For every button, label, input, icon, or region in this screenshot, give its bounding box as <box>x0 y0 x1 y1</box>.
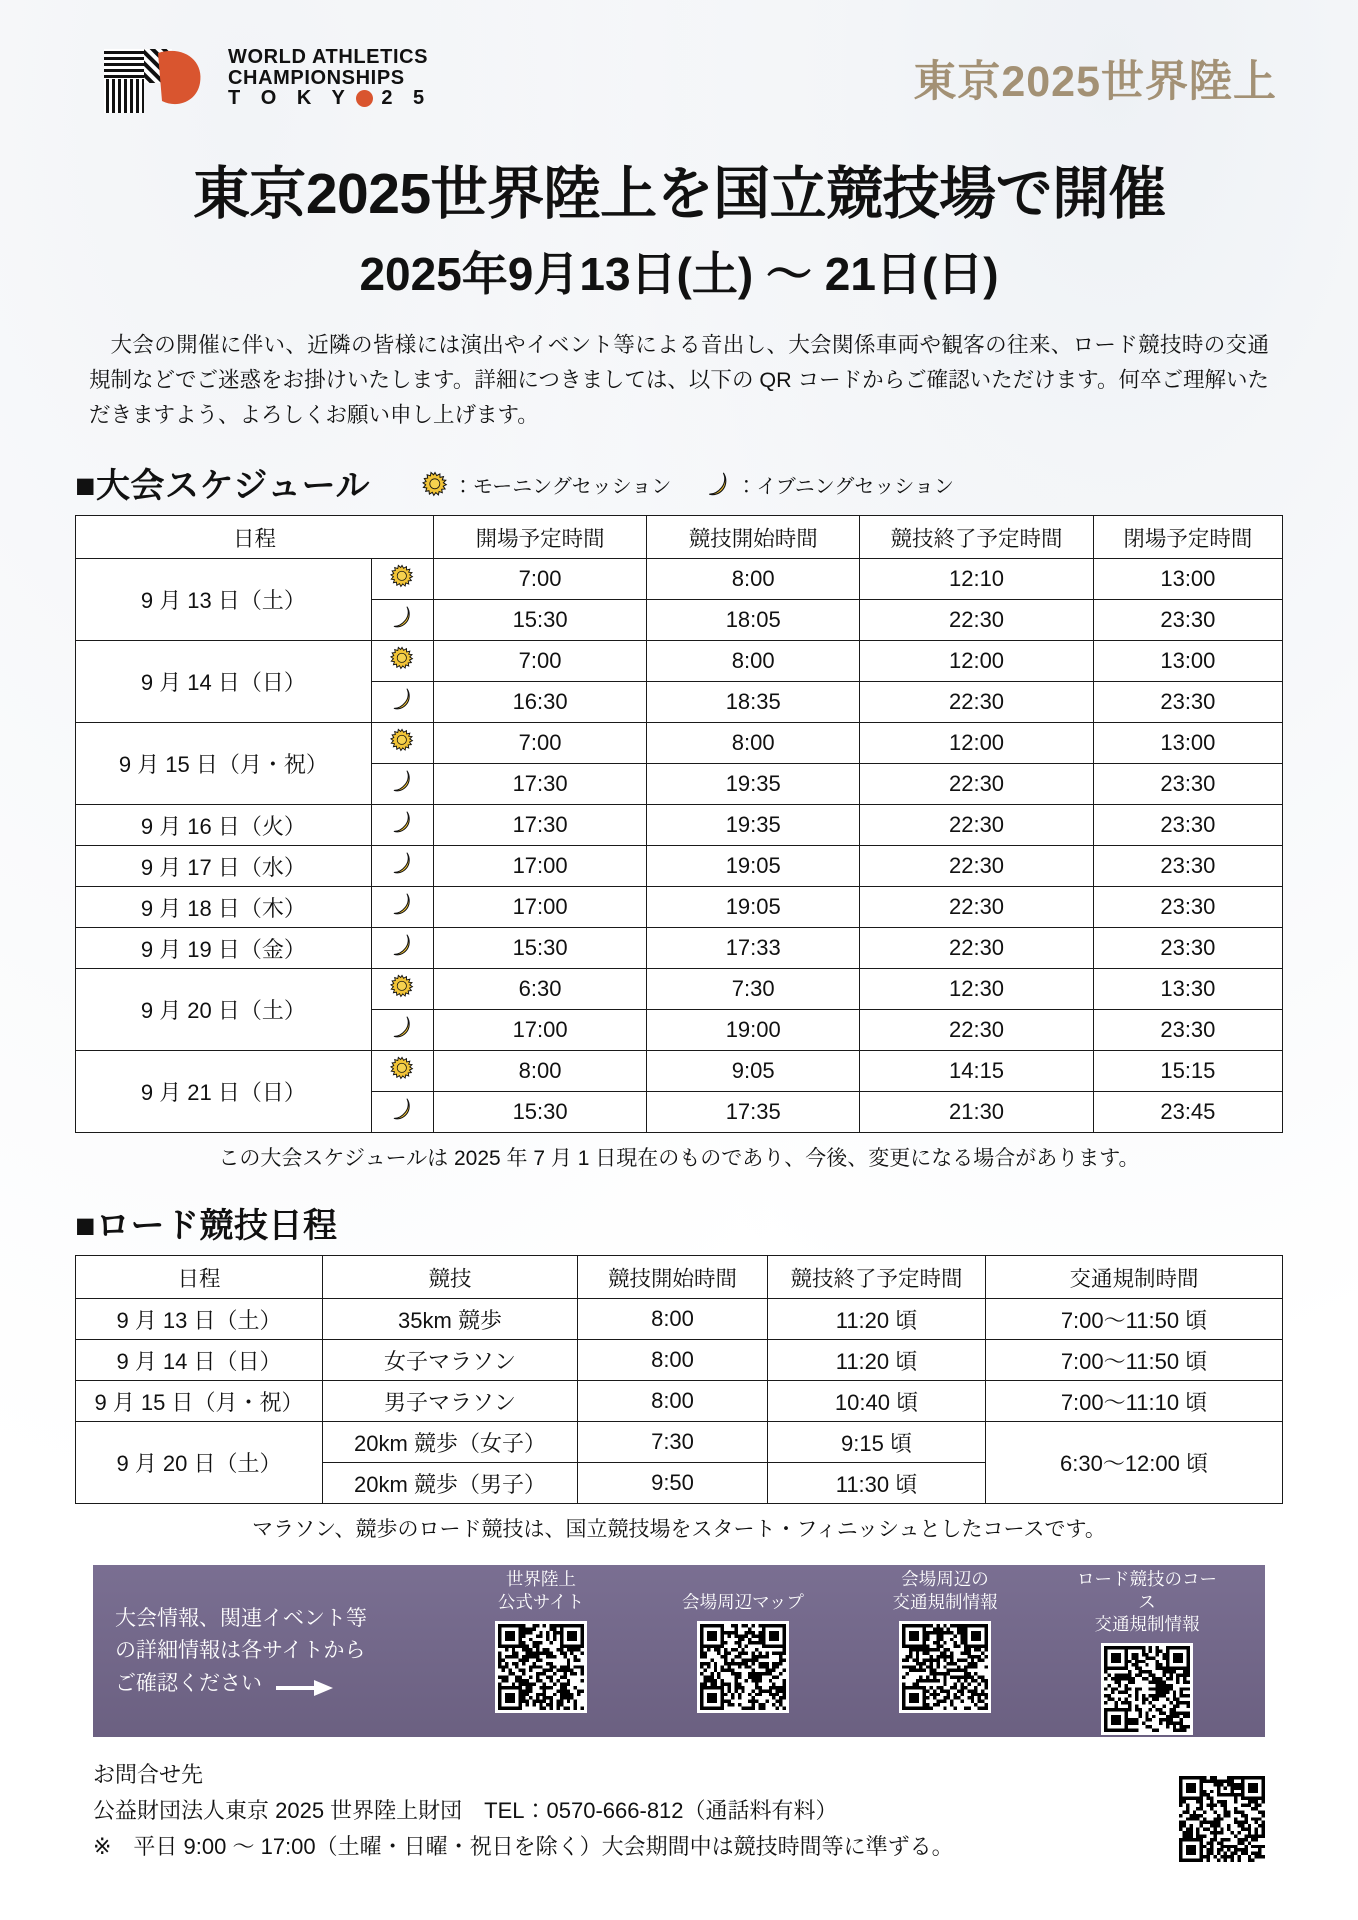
schedule-end-time: 22:30 <box>860 764 1093 805</box>
schedule-row <box>76 723 1283 764</box>
schedule-open-time: 15:30 <box>434 928 647 969</box>
schedule-close-time: 13:00 <box>1093 559 1282 600</box>
schedule-end-time: 12:30 <box>860 969 1093 1010</box>
schedule-row <box>76 846 1283 887</box>
logo-line-tokyo25 <box>228 88 432 109</box>
schedule-section-title: ■大会スケジュール <box>75 467 370 506</box>
schedule-close-time: 13:00 <box>1093 723 1282 764</box>
moon-icon <box>371 887 433 928</box>
schedule-date-cell: 9 月 20 日（土） <box>76 969 372 1051</box>
moon-icon <box>371 1092 433 1133</box>
legend-morning <box>422 470 671 499</box>
qr-info-panel <box>93 1565 1265 1737</box>
schedule-end-time: 22:30 <box>860 682 1093 723</box>
schedule-section-head <box>75 458 1283 507</box>
footer-contact <box>93 1757 954 1864</box>
sun-icon <box>371 641 433 682</box>
moon-icon <box>705 471 731 497</box>
road-date-cell: 9 月 20 日（土） <box>76 1422 323 1504</box>
logo-25-text: 2 5 <box>381 87 432 110</box>
road-start-time: 9:50 <box>578 1463 768 1504</box>
road-note: マラソン、競歩のロード競技は、国立競技場をスタート・フィニッシュとしたコースです。 <box>252 1518 1106 1542</box>
schedule-end-time: 22:30 <box>860 805 1093 846</box>
road-end-time: 11:20 頃 <box>768 1299 986 1340</box>
qr-link-caption <box>466 1568 616 1614</box>
schedule-start-time: 8:00 <box>647 723 860 764</box>
schedule-end-time: 12:10 <box>860 559 1093 600</box>
qr-caption-line2: 交通規制情報 <box>892 1592 998 1613</box>
schedule-close-time: 15:15 <box>1093 1051 1282 1092</box>
schedule-close-time: 23:30 <box>1093 887 1282 928</box>
qr-code-icon[interactable] <box>899 1621 991 1713</box>
schedule-open-time: 17:30 <box>434 764 647 805</box>
footer-line-1: お問合せ先 <box>93 1762 204 1788</box>
logo-line-championships: CHAMPIONSHIPS <box>228 66 405 89</box>
road-end-time: 11:30 頃 <box>768 1463 986 1504</box>
schedule-open-time: 7:00 <box>434 641 647 682</box>
qr-blurb-line3: ご確認ください <box>115 1671 262 1695</box>
schedule-open-time: 17:30 <box>434 805 647 846</box>
schedule-close-time: 23:30 <box>1093 764 1282 805</box>
road-start-time: 8:00 <box>578 1340 768 1381</box>
road-section-head <box>75 1198 1283 1247</box>
logo-dot-icon <box>356 90 373 107</box>
schedule-table-header-row <box>76 516 1283 559</box>
schedule-close-time: 23:30 <box>1093 846 1282 887</box>
schedule-row <box>76 559 1283 600</box>
sun-icon <box>371 969 433 1010</box>
schedule-start-time: 17:33 <box>647 928 860 969</box>
road-end-time: 10:40 頃 <box>768 1381 986 1422</box>
schedule-close-time: 23:30 <box>1093 1010 1282 1051</box>
schedule-close-time: 23:30 <box>1093 682 1282 723</box>
schedule-end-time: 21:30 <box>860 1092 1093 1133</box>
legend-evening-label: ：イブニングセッション <box>736 475 955 498</box>
schedule-date-cell: 9 月 16 日（火） <box>76 805 372 846</box>
schedule-open-time: 17:00 <box>434 887 647 928</box>
schedule-col-date: 日程 <box>76 516 434 559</box>
schedule-open-time: 6:30 <box>434 969 647 1010</box>
road-row <box>76 1422 1283 1463</box>
moon-icon <box>371 682 433 723</box>
qr-blurb-line3-row <box>115 1668 445 1701</box>
road-row <box>76 1299 1283 1340</box>
qr-caption-line1: 会場周辺の <box>901 1569 989 1590</box>
legend-morning-label: ：モーニングセッション <box>453 475 672 498</box>
qr-caption-line2: 交通規制情報 <box>1094 1614 1200 1635</box>
schedule-date-cell: 9 月 14 日（日） <box>76 641 372 723</box>
schedule-row <box>76 887 1283 928</box>
road-event-name: 20km 競歩（男子） <box>323 1463 578 1504</box>
schedule-close-time: 23:45 <box>1093 1092 1282 1133</box>
masthead <box>75 0 1283 130</box>
schedule-open-time: 15:30 <box>434 1092 647 1133</box>
schedule-date-cell: 9 月 17 日（水） <box>76 846 372 887</box>
qr-caption-line1: 会場周辺マップ <box>682 1592 804 1613</box>
arrow-right-icon <box>276 1675 334 1693</box>
road-table-body <box>76 1299 1283 1504</box>
schedule-end-time: 22:30 <box>860 846 1093 887</box>
schedule-start-time: 19:35 <box>647 805 860 846</box>
road-date-cell: 9 月 13 日（土） <box>76 1299 323 1340</box>
schedule-start-time: 18:35 <box>647 682 860 723</box>
qr-link-caption <box>1072 1568 1222 1636</box>
schedule-open-time: 7:00 <box>434 559 647 600</box>
qr-link-caption <box>870 1568 1020 1614</box>
schedule-start-time: 9:05 <box>647 1051 860 1092</box>
schedule-row <box>76 969 1283 1010</box>
schedule-close-time: 23:30 <box>1093 805 1282 846</box>
schedule-end-time: 12:00 <box>860 641 1093 682</box>
schedule-end-time: 14:15 <box>860 1051 1093 1092</box>
sun-icon <box>371 1051 433 1092</box>
road-start-time: 8:00 <box>578 1381 768 1422</box>
schedule-start-time: 19:00 <box>647 1010 860 1051</box>
qr-code-icon[interactable] <box>495 1621 587 1713</box>
schedule-table-body <box>76 559 1283 1133</box>
schedule-open-time: 17:00 <box>434 1010 647 1051</box>
schedule-start-time: 19:35 <box>647 764 860 805</box>
legend-evening <box>705 470 954 499</box>
moon-icon <box>371 764 433 805</box>
road-col-start: 競技開始時間 <box>578 1256 768 1299</box>
schedule-open-time: 15:30 <box>434 600 647 641</box>
schedule-close-time: 13:30 <box>1093 969 1282 1010</box>
footer <box>93 1757 1265 1864</box>
schedule-table <box>75 515 1283 1133</box>
schedule-end-time: 22:30 <box>860 887 1093 928</box>
road-row <box>76 1381 1283 1422</box>
schedule-open-time: 7:00 <box>434 723 647 764</box>
road-table <box>75 1255 1283 1504</box>
schedule-open-time: 8:00 <box>434 1051 647 1092</box>
lead-paragraph <box>89 328 1269 432</box>
road-event-name: 20km 競歩（女子） <box>323 1422 578 1463</box>
road-restriction-time: 7:00～11:10 頃 <box>986 1381 1283 1422</box>
schedule-start-time: 7:30 <box>647 969 860 1010</box>
schedule-close-time: 13:00 <box>1093 641 1282 682</box>
qr-caption-line2: 公式サイト <box>497 1592 585 1613</box>
schedule-date-cell: 9 月 21 日（日） <box>76 1051 372 1133</box>
schedule-date-cell: 9 月 13 日（土） <box>76 559 372 641</box>
schedule-end-time: 22:30 <box>860 1010 1093 1051</box>
schedule-date-cell: 9 月 19 日（金） <box>76 928 372 969</box>
moon-icon <box>371 600 433 641</box>
logo-wordmark <box>228 47 432 109</box>
schedule-row <box>76 805 1283 846</box>
qr-panel-blurb <box>115 1603 445 1701</box>
qr-blurb-line2: の詳細情報は各サイトから <box>115 1639 366 1663</box>
road-start-time: 7:30 <box>578 1422 768 1463</box>
schedule-start-time: 17:35 <box>647 1092 860 1133</box>
road-row <box>76 1340 1283 1381</box>
qr-link-caption <box>668 1568 818 1614</box>
road-table-header-row <box>76 1256 1283 1299</box>
qr-blurb-line1: 大会情報、関連イベント等 <box>115 1606 367 1630</box>
qr-link-item[interactable] <box>466 1568 616 1713</box>
tokyo25-logo-icon <box>100 39 212 117</box>
sun-icon <box>422 471 448 497</box>
qr-caption-line1: 世界陸上 <box>506 1569 576 1590</box>
logo-line-world-athletics: WORLD ATHLETICS <box>228 45 429 68</box>
schedule-end-time: 12:00 <box>860 723 1093 764</box>
moon-icon <box>371 805 433 846</box>
logo-tokyo-text: T O K Y <box>228 87 353 110</box>
schedule-close-time: 23:30 <box>1093 600 1282 641</box>
schedule-row <box>76 1051 1283 1092</box>
footer-qr-code-icon[interactable] <box>1179 1776 1265 1862</box>
sun-icon <box>371 723 433 764</box>
road-col-restriction: 交通規制時間 <box>986 1256 1283 1299</box>
session-legend <box>422 470 954 502</box>
schedule-col-start: 競技開始時間 <box>647 516 860 559</box>
schedule-start-time: 18:05 <box>647 600 860 641</box>
qr-caption-line1: ロード競技のコース <box>1077 1568 1217 1612</box>
road-col-end: 競技終了予定時間 <box>768 1256 986 1299</box>
road-start-time: 8:00 <box>578 1299 768 1340</box>
qr-link-list <box>445 1568 1243 1735</box>
road-date-cell: 9 月 15 日（月・祝） <box>76 1381 323 1422</box>
road-col-date: 日程 <box>76 1256 323 1299</box>
schedule-open-time: 16:30 <box>434 682 647 723</box>
schedule-row <box>76 928 1283 969</box>
schedule-open-time: 17:00 <box>434 846 647 887</box>
footer-line-2: 公益財団法人東京 2025 世界陸上財団 TEL：0570-666-812（通話料有料） <box>93 1798 838 1824</box>
road-end-time: 11:20 頃 <box>768 1340 986 1381</box>
schedule-close-time: 23:30 <box>1093 928 1282 969</box>
road-event-name: 35km 競歩 <box>323 1299 578 1340</box>
schedule-start-time: 19:05 <box>647 846 860 887</box>
schedule-date-cell: 9 月 15 日（月・祝） <box>76 723 372 805</box>
page-title: 東京2025世界陸上を国立競技場で開催 <box>192 162 1166 226</box>
schedule-start-time: 19:05 <box>647 887 860 928</box>
road-event-name: 女子マラソン <box>323 1340 578 1381</box>
lead-paragraph-text: 大会の開催に伴い、近隣の皆様には演出やイベント等による音出し、大会関係車両や観客の往来、ロード競技時の交通規制などでご迷惑をお掛けいたします。詳細につきましては、以下の QR コードからご確認いただけます。何卒ご理解いただきますよう、よろしくお願い申し上げます。 <box>89 333 1269 427</box>
qr-code-icon[interactable] <box>1101 1643 1193 1735</box>
championship-logo <box>100 39 432 117</box>
page-subtitle-dates: 2025年9月13日(土) ～ 21日(日) <box>359 248 999 300</box>
schedule-col-end: 競技終了予定時間 <box>860 516 1093 559</box>
road-restriction-time: 7:00～11:50 頃 <box>986 1340 1283 1381</box>
qr-link-item[interactable] <box>668 1568 818 1713</box>
qr-link-item[interactable] <box>870 1568 1020 1713</box>
schedule-start-time: 8:00 <box>647 641 860 682</box>
schedule-note: この大会スケジュールは 2025 年 7 月 1 日現在のものであり、今後、変更になる場合があります。 <box>218 1147 1140 1171</box>
moon-icon <box>371 1010 433 1051</box>
road-restriction-time: 6:30～12:00 頃 <box>986 1422 1283 1504</box>
road-restriction-time: 7:00～11:50 頃 <box>986 1299 1283 1340</box>
brand-japanese-title: 東京2025世界陸上 <box>913 57 1277 106</box>
sun-icon <box>371 559 433 600</box>
schedule-col-close: 閉場予定時間 <box>1093 516 1282 559</box>
qr-link-item[interactable] <box>1072 1568 1222 1735</box>
schedule-start-time: 8:00 <box>647 559 860 600</box>
road-event-name: 男子マラソン <box>323 1381 578 1422</box>
road-section-title: ■ロード競技日程 <box>75 1207 338 1246</box>
schedule-end-time: 22:30 <box>860 600 1093 641</box>
road-end-time: 9:15 頃 <box>768 1422 986 1463</box>
qr-code-icon[interactable] <box>697 1621 789 1713</box>
road-col-event: 競技 <box>323 1256 578 1299</box>
schedule-end-time: 22:30 <box>860 928 1093 969</box>
moon-icon <box>371 928 433 969</box>
schedule-date-cell: 9 月 18 日（木） <box>76 887 372 928</box>
footer-line-3: ※ 平日 9:00 ～ 17:00（土曜・日曜・祝日を除く）大会期間中は競技時間等に準ずる。 <box>93 1833 954 1859</box>
schedule-col-open: 開場予定時間 <box>434 516 647 559</box>
road-date-cell: 9 月 14 日（日） <box>76 1340 323 1381</box>
schedule-row <box>76 641 1283 682</box>
moon-icon <box>371 846 433 887</box>
